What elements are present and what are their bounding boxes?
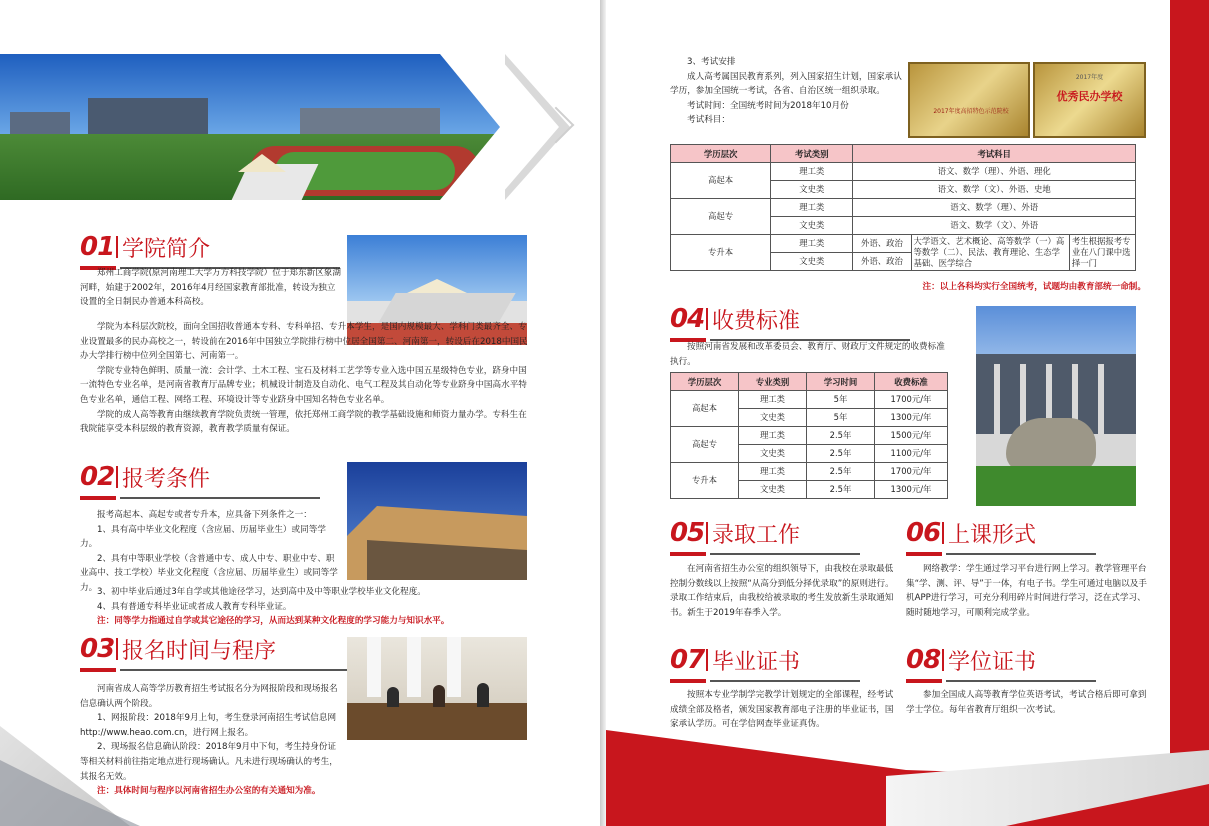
table-cell: 文史类 — [739, 481, 807, 499]
campus-gate-photo — [976, 306, 1136, 506]
paragraph: 3、考试安排 — [687, 57, 736, 67]
award-plaque-1 — [908, 62, 1030, 138]
section-number: 04 — [670, 304, 705, 334]
section-06-text — [906, 562, 1150, 620]
table-cell: 1100元/年 — [875, 445, 948, 463]
building-photo — [347, 462, 527, 580]
paragraph: 学院为本科层次院校，面向全国招收普通本专科、专科单招、专升本学生，是国内规模最大、学科门类最齐全、专业设置最多的民办高校之一，转设前在2016年中国独立学院排行榜中位居全国第二、河南第一，转设后在2018中国民办大学排行榜中位列全国第七、河南第一。 — [80, 322, 528, 362]
award-plaque-2 — [1033, 62, 1146, 138]
table-cell: 语文、数学（理）、外语、理化 — [853, 163, 1136, 181]
paragraph: 考试科目： — [687, 115, 730, 126]
table-header: 学习时间 — [807, 373, 875, 391]
table-row — [671, 163, 1136, 181]
section-title: 学位证书 — [948, 650, 1037, 675]
paragraph: 考试时间：全国统考时间为2018年10月份 — [687, 100, 849, 111]
note-text: 注：具体时间与程序以河南省招生办公室的有关通知为准。 — [97, 786, 321, 797]
section-title: 毕业证书 — [712, 650, 801, 675]
table-cell: 2.5年 — [807, 481, 875, 499]
table-header: 考试类别 — [771, 145, 853, 163]
section-04-heading — [670, 304, 910, 344]
section-number: 06 — [906, 518, 941, 548]
plaque-text: 2017年度高招特色示范院校 — [933, 108, 1009, 115]
table-cell: 1300元/年 — [875, 409, 948, 427]
table-cell: 语文、数学（理）、外语 — [853, 199, 1136, 217]
section-08-text — [906, 688, 1150, 717]
table-cell: 5年 — [807, 391, 875, 409]
table-header: 专业类别 — [739, 373, 807, 391]
section-04-text — [670, 340, 950, 369]
paragraph: 2、具有中等职业学校（含普通中专、成人中专、职业中专、职业高中、技工学校）毕业文化程度（含应届、历届毕业生）或同等学力。 — [80, 553, 338, 593]
paragraph: 学院专业特色鲜明、质量一流：会计学、土木工程、宝石及材料工艺学等专业入选中国五星级特色专业，跻身中国一流特色专业名单，是河南省教育厅品牌专业；机械设计制造及自动化、电气工程及其自动化等专业跻身中国高水平特色专业名单，通信工程、网络工程、环境设计等专业跻身中国知名特色专业名单。 — [80, 365, 527, 405]
table-cell: 大学语文、艺术概论、高等数学（一）高等数学（二）、民法、教育理论、生态学基础、医学综合 — [911, 235, 1069, 271]
exam-arrangement-text — [670, 55, 910, 128]
section-number: 01 — [80, 232, 115, 262]
plaque-year: 2017年度 — [1075, 74, 1104, 81]
section-05-heading — [670, 518, 880, 558]
section-01-text-wide — [80, 320, 528, 437]
table-cell: 高起专 — [671, 427, 739, 463]
section-title: 报考条件 — [122, 467, 211, 492]
section-02-text — [80, 508, 343, 596]
section-05-text — [670, 562, 894, 620]
table-row — [671, 463, 948, 481]
exam-table-note: 注：以上各科均实行全国统考，试题均由教育部统一命制。 — [922, 282, 1146, 292]
table-cell: 文史类 — [771, 217, 853, 235]
paragraph: 1、网报阶段：2018年9月上旬，考生登录河南招生考试信息网http://www.heao.com.cn，进行网上报名。 — [80, 713, 337, 738]
table-row — [671, 235, 1136, 253]
section-title: 上课形式 — [948, 523, 1037, 548]
table-cell: 文史类 — [739, 445, 807, 463]
section-number: 03 — [80, 634, 115, 664]
section-07-text — [670, 688, 894, 732]
table-cell: 理工类 — [739, 391, 807, 409]
table-row — [671, 391, 948, 409]
table-cell: 1300元/年 — [875, 481, 948, 499]
section-08-heading — [906, 645, 1106, 685]
section-number: 07 — [670, 645, 705, 675]
table-cell: 外语、政治 — [853, 253, 911, 271]
paragraph: 在河南省招生办公室的组织领导下，由我校在录取最低控制分数线以上按照“从高分到低分择优录取”的原则进行。录取工作结束后，由我校给被录取的考生发放新生录取通知书。新生于2019年春季入学。 — [670, 564, 894, 618]
section-06-heading — [906, 518, 1106, 558]
table-header-row — [671, 373, 948, 391]
table-cell: 文史类 — [771, 253, 853, 271]
section-number: 08 — [906, 645, 941, 675]
table-cell: 2.5年 — [807, 463, 875, 481]
table-cell: 2.5年 — [807, 445, 875, 463]
paragraph: 3、初中毕业后通过3年自学或其他途径学习，达到高中及中等职业学校毕业文化程度。 — [97, 587, 426, 597]
paragraph: 成人高考属国民教育系列，列入国家招生计划，国家承认学历，参加全国统一考试，各省、自治区统一组织录取。 — [670, 71, 902, 97]
table-cell: 专升本 — [671, 463, 739, 499]
table-cell: 理工类 — [739, 463, 807, 481]
paragraph: 4、具有普通专科毕业证或者成人教育专科毕业证。 — [97, 601, 292, 612]
paragraph: 郑州工商学院(原河南理工大学万方科技学院）位于郑东新区象湖河畔，始建于2002年，2016年4月经国家教育部批准，转设为独立设置的全日制民办普通本科高校。 — [80, 268, 341, 308]
paragraph: 学院的成人高等教育由继续教育学院负责统一管理，依托郑州工商学院的教学基础设施和师资力量办学。专科生在我院能享受本科层级的教育资源，教育教学质量有保证。 — [80, 409, 527, 435]
left-page — [0, 0, 600, 826]
paragraph: 按照河南省发展和改革委员会、教育厅、财政厅文件规定的收费标准执行。 — [670, 342, 945, 367]
table-cell: 语文、数学（文）、外语、史地 — [853, 181, 1136, 199]
table-cell: 理工类 — [771, 235, 853, 253]
table-row — [671, 199, 1136, 217]
section-01-text — [80, 266, 343, 310]
section-title: 录取工作 — [712, 523, 801, 548]
table-header: 学历层次 — [671, 373, 739, 391]
table-cell: 2.5年 — [807, 427, 875, 445]
section-03-text — [80, 682, 343, 799]
table-cell: 1500元/年 — [875, 427, 948, 445]
section-title: 报名时间与程序 — [122, 639, 277, 664]
table-cell: 5年 — [807, 409, 875, 427]
table-cell: 理工类 — [771, 199, 853, 217]
section-number: 05 — [670, 518, 705, 548]
fee-table — [670, 372, 948, 499]
table-header-row — [671, 145, 1136, 163]
table-cell: 专升本 — [671, 235, 771, 271]
paragraph: 报考高起本、高起专或者专升本，应具备下列条件之一： — [97, 510, 312, 520]
table-cell: 理工类 — [771, 163, 853, 181]
table-cell: 高起本 — [671, 391, 739, 427]
right-edge-red-band — [1170, 0, 1209, 826]
section-03-heading — [80, 634, 340, 674]
table-cell: 高起本 — [671, 163, 771, 199]
paragraph: 2、现场报名信息确认阶段：2018年9月中下旬，考生持身份证等相关材料前往指定地点进行现场确认。凡未进行现场确认的考生，其报名无效。 — [80, 742, 338, 782]
paragraph: 河南省成人高等学历教育招生考试报名分为网报阶段和现场报名信息确认两个阶段。 — [80, 684, 338, 709]
section-number: 02 — [80, 462, 115, 492]
section-02-text-wide — [80, 585, 528, 629]
paragraph: 按照本专业学制学完教学计划规定的全部课程，经考试成绩全部及格者，颁发国家教育部电子注册的毕业证书，国家承认学历。可在学信网查毕业证真伪。 — [670, 690, 894, 730]
table-row — [671, 427, 948, 445]
table-cell: 语文、数学（文）、外语 — [853, 217, 1136, 235]
section-title: 收费标准 — [712, 309, 801, 334]
table-cell: 考生根据报考专业在八门课中选择一门 — [1069, 235, 1135, 271]
section-title: 学院简介 — [122, 237, 211, 262]
table-cell: 高起专 — [671, 199, 771, 235]
table-header: 收费标准 — [875, 373, 948, 391]
paragraph: 网络教学：学生通过学习平台进行网上学习。教学管理平台集“学、测、评、导”于一体，有电子书。学生可通过电脑以及手机APP进行学习，可充分利用碎片时间进行学习，泛在式学习、随时随地学习，可顺利完成学业。 — [906, 564, 1147, 618]
paragraph: 参加全国成人高等教育学位英语考试，考试合格后即可拿到学士学位。每年省教育厅组织一次考试。 — [906, 690, 1147, 715]
plaque-title: 优秀民办学校 — [1056, 90, 1123, 103]
table-cell: 外语、政治 — [853, 235, 911, 253]
paragraph: 1、具有高中毕业文化程度（含应届、历届毕业生）或同等学力。 — [80, 524, 326, 550]
note-text: 注：同等学力指通过自学或其它途径的学习，从而达到某种文化程度的学习能力与知识水平。 — [97, 616, 450, 627]
exam-subjects-table — [670, 144, 1136, 271]
section-02-heading — [80, 462, 330, 502]
table-cell: 1700元/年 — [875, 463, 948, 481]
study-room-photo — [347, 637, 527, 740]
table-cell: 1700元/年 — [875, 391, 948, 409]
table-header: 学历层次 — [671, 145, 771, 163]
right-page — [606, 0, 1209, 826]
table-cell: 理工类 — [739, 427, 807, 445]
campus-banner-photo — [0, 54, 500, 200]
table-cell: 文史类 — [739, 409, 807, 427]
table-cell: 文史类 — [771, 181, 853, 199]
section-07-heading — [670, 645, 870, 685]
table-header: 考试科目 — [853, 145, 1136, 163]
